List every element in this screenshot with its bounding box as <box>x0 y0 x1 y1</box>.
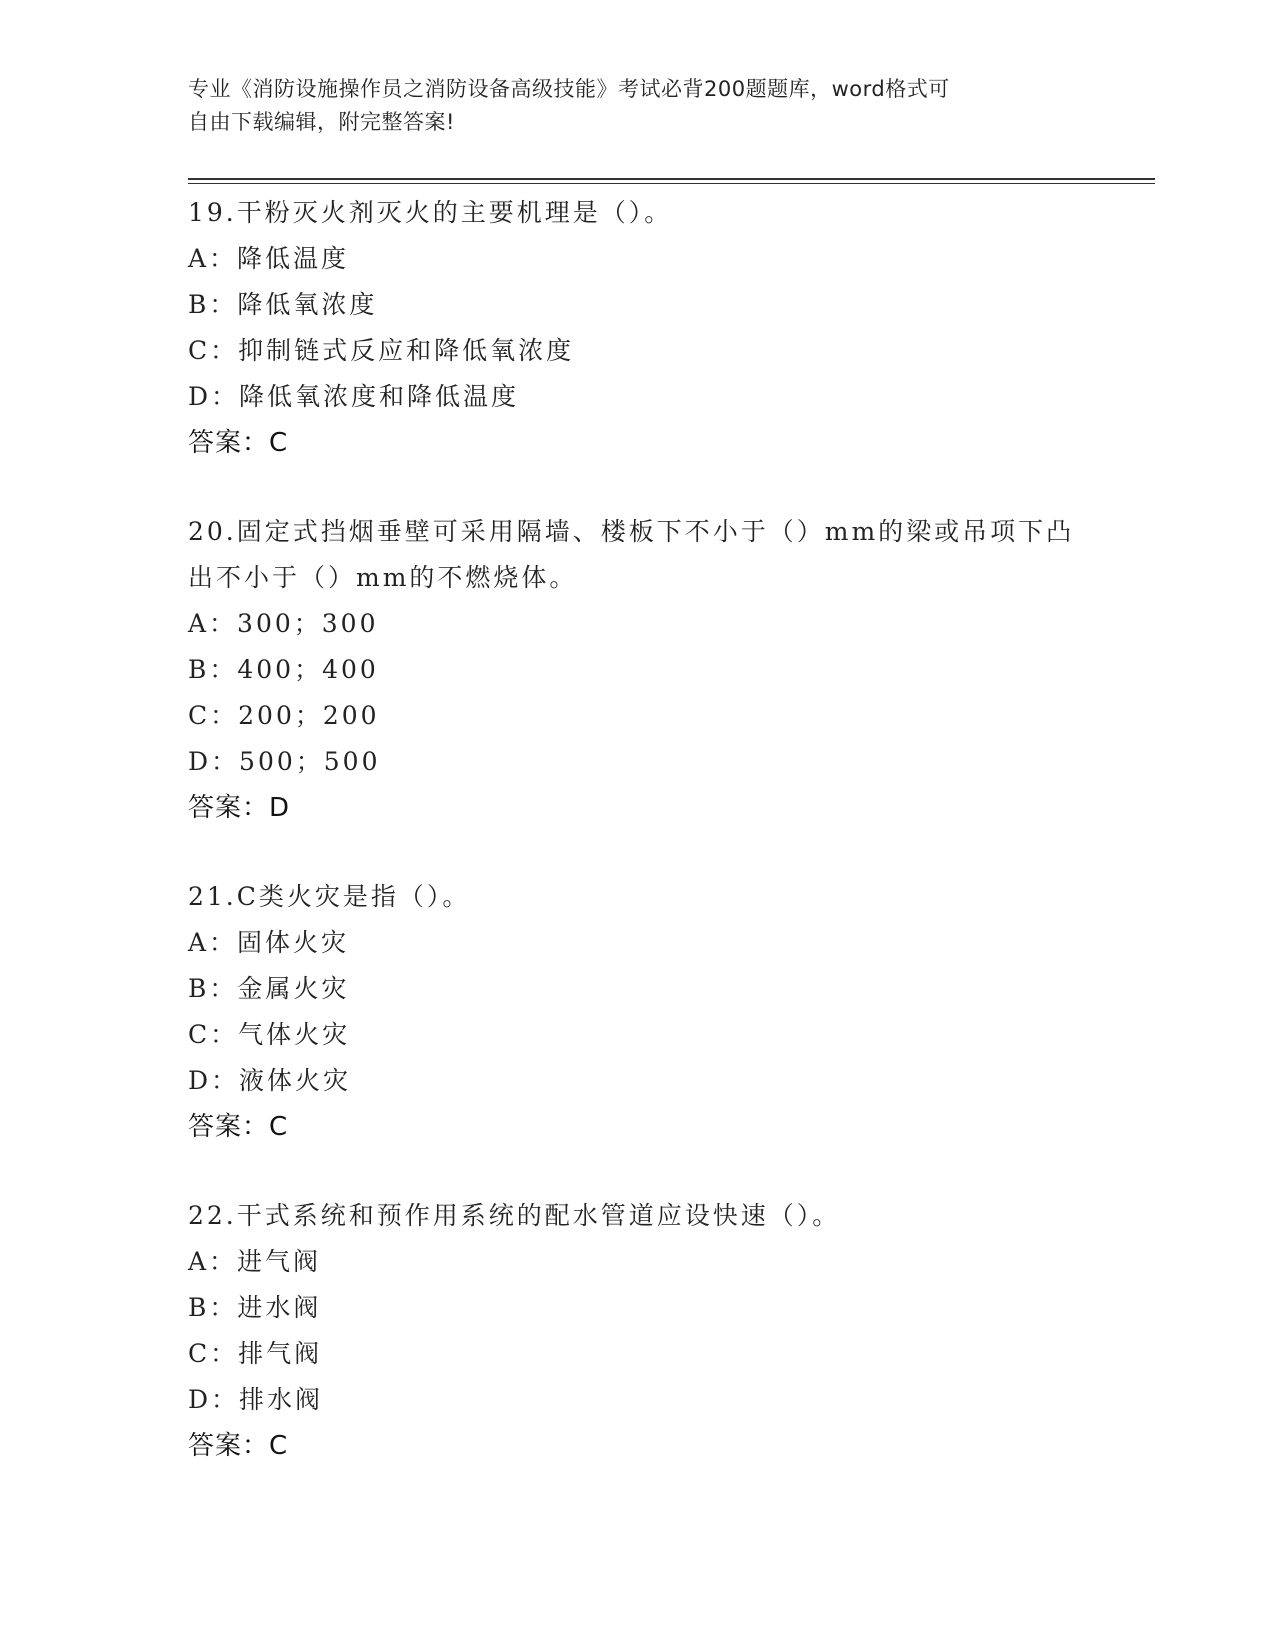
question-21 <box>188 874 1088 1150</box>
option-a: A：固体火灾 <box>188 928 350 957</box>
option-d: D：排水阀 <box>188 1385 324 1414</box>
answer-line: 答案：D <box>188 793 291 823</box>
option-b: B：降低氧浓度 <box>188 290 378 319</box>
option-a: A：进气阀 <box>188 1247 322 1276</box>
option-d: D：液体火灾 <box>188 1066 352 1095</box>
question-19 <box>188 190 1088 466</box>
header-line-1: 专业《消防设施操作员之消防设备高级技能》考试必背200题题库，word格式可 <box>188 77 950 101</box>
option-c: C：抑制链式反应和降低氧浓度 <box>188 336 575 365</box>
option-c: C：排气阀 <box>188 1339 323 1368</box>
question-22 <box>188 1193 1088 1469</box>
option-d: D：降低氧浓度和降低温度 <box>188 382 520 411</box>
answer-line: 答案：C <box>188 1112 289 1142</box>
option-b: B：400；400 <box>188 655 379 684</box>
answer-line: 答案：C <box>188 1431 289 1461</box>
document-header <box>188 73 1068 139</box>
option-a: A：降低温度 <box>188 244 350 273</box>
option-c: C：200；200 <box>188 701 380 730</box>
option-d: D：500；500 <box>188 747 381 776</box>
question-stem: 21.C类火灾是指（）。 <box>188 882 471 911</box>
option-b: B：进水阀 <box>188 1293 322 1322</box>
question-20 <box>188 509 1088 831</box>
header-divider-thick <box>188 178 1155 180</box>
question-stem-line-2: 出不小于（）mm的不燃烧体。 <box>188 563 578 592</box>
question-stem: 22.干式系统和预作用系统的配水管道应设快速（）。 <box>188 1201 841 1230</box>
option-c: C：气体火灾 <box>188 1020 351 1049</box>
question-stem-line-1: 20.固定式挡烟垂壁可采用隔墙、楼板下不小于（）mm的梁或吊项下凸 <box>188 517 1075 546</box>
option-a: A：300；300 <box>188 609 379 638</box>
header-divider-thin <box>188 183 1155 184</box>
header-line-2: 自由下载编辑，附完整答案! <box>188 110 455 134</box>
option-b: B：金属火灾 <box>188 974 350 1003</box>
question-stem: 19.干粉灭火剂灭火的主要机理是（）。 <box>188 198 673 227</box>
answer-line: 答案：C <box>188 428 289 458</box>
